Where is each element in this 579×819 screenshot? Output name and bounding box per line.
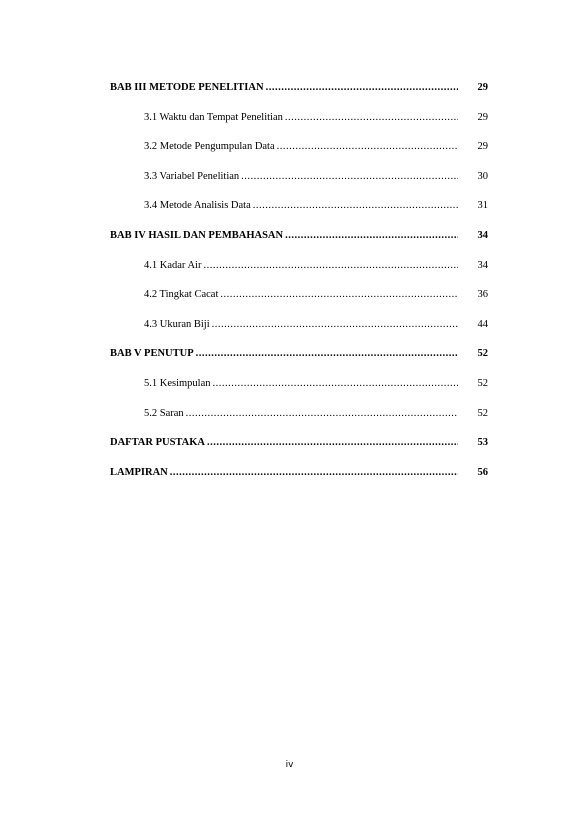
toc-entry-label: 4.1 Kadar Air [144, 259, 202, 271]
toc-entry-page: 52 [477, 348, 488, 360]
toc-entry-page: 36 [477, 289, 488, 301]
toc-entry [110, 437, 488, 467]
toc-entry [110, 348, 488, 378]
table-of-contents [110, 82, 488, 496]
toc-entry-page: 52 [477, 377, 488, 389]
toc-entry-page: 34 [477, 229, 488, 241]
toc-entry-label: 3.2 Metode Pengumpulan Data [144, 141, 275, 153]
toc-leader-dots [186, 408, 458, 419]
toc-leader-dots [277, 141, 458, 152]
toc-entry-label: 3.1 Waktu dan Tempat Penelitian [144, 111, 283, 123]
toc-entry-page: 29 [477, 111, 488, 123]
toc-entry-label: 5.1 Kesimpulan [144, 377, 211, 389]
toc-entry-page: 31 [477, 200, 488, 212]
toc-entry-label: DAFTAR PUSTAKA [110, 437, 205, 449]
page-number: iv [285, 760, 294, 770]
toc-entry [110, 230, 488, 260]
toc-leader-dots [207, 437, 458, 448]
toc-leader-dots [170, 467, 458, 478]
toc-entry-label: 4.3 Ukuran Biji [144, 318, 210, 330]
toc-entry-label: 3.4 Metode Analisis Data [144, 200, 251, 212]
toc-leader-dots [212, 319, 458, 330]
toc-entry [110, 141, 488, 171]
toc-entry-page: 29 [477, 82, 488, 93]
toc-entry [110, 260, 488, 290]
toc-entry-page: 56 [477, 466, 488, 478]
toc-leader-dots [285, 112, 458, 123]
toc-entry-label: BAB III METODE PENELITIAN [110, 82, 264, 93]
toc-entry [110, 467, 488, 497]
toc-leader-dots [266, 82, 458, 93]
toc-entry-label: 4.2 Tingkat Cacat [144, 289, 219, 301]
toc-entry [110, 319, 488, 349]
toc-entry-page: 53 [477, 437, 488, 449]
toc-leader-dots [241, 171, 458, 182]
toc-entry [110, 200, 488, 230]
toc-entry-page: 34 [477, 259, 488, 271]
toc-entry-page: 44 [477, 318, 488, 330]
toc-entry [110, 171, 488, 201]
toc-entry [110, 378, 488, 408]
toc-entry-label: BAB IV HASIL DAN PEMBAHASAN [110, 229, 284, 241]
toc-entry-page: 30 [477, 170, 488, 182]
toc-entry-label: 3.3 Variabel Penelitian [144, 170, 240, 182]
toc-entry [110, 82, 488, 112]
toc-leader-dots [220, 289, 458, 300]
toc-entry-label: LAMPIRAN [110, 466, 168, 478]
toc-entry-label: BAB V PENUTUP [110, 348, 194, 360]
toc-leader-dots [253, 200, 458, 211]
toc-leader-dots [203, 260, 458, 271]
toc-entry [110, 112, 488, 142]
toc-entry-page: 52 [477, 407, 488, 419]
toc-leader-dots [285, 230, 458, 241]
toc-entry-label: 5.2 Saran [144, 407, 184, 419]
toc-leader-dots [213, 378, 459, 389]
toc-entry [110, 289, 488, 319]
toc-leader-dots [196, 348, 458, 359]
toc-entry [110, 408, 488, 438]
toc-entry-page: 29 [477, 141, 488, 153]
